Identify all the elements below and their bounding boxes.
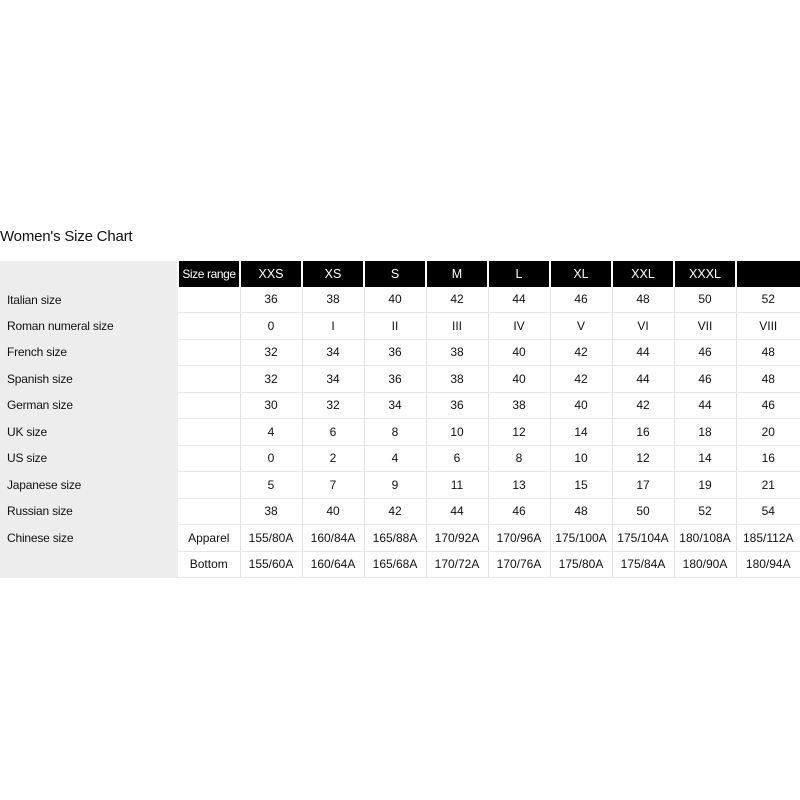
table-row	[0, 525, 800, 552]
table-row	[0, 551, 800, 578]
size-value-cell: 8	[488, 445, 550, 472]
size-value-cell: 40	[488, 339, 550, 366]
table-header	[0, 261, 800, 287]
size-value-cell: 155/80A	[240, 525, 302, 552]
table-row	[0, 313, 800, 340]
table-row	[0, 287, 800, 313]
size-value-cell: 175/104A	[612, 525, 674, 552]
size-value-cell: 52	[736, 287, 800, 313]
size-value-cell: V	[550, 313, 612, 340]
table-row	[0, 419, 800, 446]
size-value-cell: 15	[550, 472, 612, 499]
size-value-cell: 7	[302, 472, 364, 499]
size-value-cell: 34	[302, 339, 364, 366]
size-header	[736, 261, 800, 287]
size-value-cell: 46	[550, 287, 612, 313]
row-sub-label	[178, 392, 240, 419]
size-value-cell: 48	[550, 498, 612, 525]
size-value-cell: VII	[674, 313, 736, 340]
size-value-cell: 34	[364, 392, 426, 419]
size-header: XS	[302, 261, 364, 287]
size-value-cell: I	[302, 313, 364, 340]
size-header: XXS	[240, 261, 302, 287]
row-label	[0, 551, 178, 578]
size-value-cell: VI	[612, 313, 674, 340]
header-row	[0, 261, 800, 287]
size-value-cell: 38	[302, 287, 364, 313]
size-value-cell: 44	[612, 366, 674, 393]
size-value-cell: 32	[240, 339, 302, 366]
size-value-cell: 36	[240, 287, 302, 313]
size-value-cell: 36	[426, 392, 488, 419]
size-value-cell: 160/64A	[302, 551, 364, 578]
table-row	[0, 498, 800, 525]
size-value-cell: IV	[488, 313, 550, 340]
size-value-cell: 175/100A	[550, 525, 612, 552]
size-value-cell: 48	[612, 287, 674, 313]
size-value-cell: 170/72A	[426, 551, 488, 578]
size-value-cell: 6	[302, 419, 364, 446]
row-sub-label	[178, 287, 240, 313]
size-value-cell: 48	[736, 339, 800, 366]
size-value-cell: 48	[736, 366, 800, 393]
size-value-cell: 180/108A	[674, 525, 736, 552]
size-value-cell: 42	[550, 366, 612, 393]
table-row	[0, 339, 800, 366]
size-value-cell: 52	[674, 498, 736, 525]
row-sub-label	[178, 445, 240, 472]
size-value-cell: 17	[612, 472, 674, 499]
size-value-cell: 21	[736, 472, 800, 499]
row-label: Japanese size	[0, 472, 178, 499]
size-value-cell: 50	[674, 287, 736, 313]
size-value-cell: 0	[240, 313, 302, 340]
size-value-cell: 42	[612, 392, 674, 419]
size-value-cell: 38	[488, 392, 550, 419]
size-value-cell: 44	[674, 392, 736, 419]
size-value-cell: 46	[488, 498, 550, 525]
size-value-cell: 40	[364, 287, 426, 313]
row-sub-label: Apparel	[178, 525, 240, 552]
size-value-cell: 44	[488, 287, 550, 313]
size-value-cell: 38	[240, 498, 302, 525]
size-value-cell: 38	[426, 366, 488, 393]
size-value-cell: 185/112A	[736, 525, 800, 552]
size-value-cell: 160/84A	[302, 525, 364, 552]
size-value-cell: 180/90A	[674, 551, 736, 578]
size-value-cell: 16	[612, 419, 674, 446]
size-value-cell: 165/68A	[364, 551, 426, 578]
size-value-cell: 5	[240, 472, 302, 499]
size-value-cell: 170/96A	[488, 525, 550, 552]
size-value-cell: 46	[736, 392, 800, 419]
row-sub-label: Bottom	[178, 551, 240, 578]
size-value-cell: 12	[488, 419, 550, 446]
size-value-cell: 44	[612, 339, 674, 366]
size-value-cell: 10	[426, 419, 488, 446]
size-header: XXXL	[674, 261, 736, 287]
size-value-cell: 44	[426, 498, 488, 525]
table-row	[0, 445, 800, 472]
size-value-cell: 170/76A	[488, 551, 550, 578]
size-value-cell: 9	[364, 472, 426, 499]
size-range-label: Size range	[178, 261, 240, 287]
row-label: UK size	[0, 419, 178, 446]
size-value-cell: 50	[612, 498, 674, 525]
row-label: Roman numeral size	[0, 313, 178, 340]
header-corner	[0, 261, 178, 287]
size-value-cell: 6	[426, 445, 488, 472]
size-value-cell: 40	[550, 392, 612, 419]
size-value-cell: 38	[426, 339, 488, 366]
size-value-cell: 4	[240, 419, 302, 446]
size-table	[0, 261, 800, 578]
size-value-cell: 165/88A	[364, 525, 426, 552]
size-value-cell: 46	[674, 339, 736, 366]
row-sub-label	[178, 472, 240, 499]
size-value-cell: VIII	[736, 313, 800, 340]
size-value-cell: 42	[550, 339, 612, 366]
row-label: French size	[0, 339, 178, 366]
size-value-cell: 20	[736, 419, 800, 446]
size-value-cell: 36	[364, 366, 426, 393]
size-value-cell: 42	[426, 287, 488, 313]
size-header: XXL	[612, 261, 674, 287]
size-value-cell: 2	[302, 445, 364, 472]
size-value-cell: 16	[736, 445, 800, 472]
size-value-cell: 36	[364, 339, 426, 366]
size-value-cell: 54	[736, 498, 800, 525]
row-label: US size	[0, 445, 178, 472]
size-value-cell: 10	[550, 445, 612, 472]
size-value-cell: 32	[240, 366, 302, 393]
chart-title: Women's Size Chart	[0, 228, 133, 245]
size-header: XL	[550, 261, 612, 287]
table-row	[0, 472, 800, 499]
size-value-cell: 13	[488, 472, 550, 499]
size-value-cell: 175/80A	[550, 551, 612, 578]
table-body	[0, 287, 800, 578]
row-label: German size	[0, 392, 178, 419]
size-value-cell: 40	[488, 366, 550, 393]
size-value-cell: 170/92A	[426, 525, 488, 552]
size-header: L	[488, 261, 550, 287]
size-value-cell: 0	[240, 445, 302, 472]
row-label: Italian size	[0, 287, 178, 313]
size-value-cell: 46	[674, 366, 736, 393]
row-sub-label	[178, 419, 240, 446]
size-value-cell: 18	[674, 419, 736, 446]
size-value-cell: 8	[364, 419, 426, 446]
size-value-cell: 14	[550, 419, 612, 446]
size-value-cell: 4	[364, 445, 426, 472]
table-row	[0, 392, 800, 419]
size-value-cell: 14	[674, 445, 736, 472]
size-value-cell: 30	[240, 392, 302, 419]
size-value-cell: 175/84A	[612, 551, 674, 578]
size-value-cell: 11	[426, 472, 488, 499]
size-value-cell: III	[426, 313, 488, 340]
table-row	[0, 366, 800, 393]
row-label: Russian size	[0, 498, 178, 525]
size-header: S	[364, 261, 426, 287]
size-value-cell: 155/60A	[240, 551, 302, 578]
row-label: Chinese size	[0, 525, 178, 552]
size-value-cell: 12	[612, 445, 674, 472]
row-sub-label	[178, 313, 240, 340]
size-header: M	[426, 261, 488, 287]
size-value-cell: 40	[302, 498, 364, 525]
size-value-cell: 32	[302, 392, 364, 419]
size-value-cell: II	[364, 313, 426, 340]
row-sub-label	[178, 498, 240, 525]
row-label: Spanish size	[0, 366, 178, 393]
size-value-cell: 180/94A	[736, 551, 800, 578]
row-sub-label	[178, 366, 240, 393]
size-value-cell: 42	[364, 498, 426, 525]
row-sub-label	[178, 339, 240, 366]
size-value-cell: 19	[674, 472, 736, 499]
size-value-cell: 34	[302, 366, 364, 393]
